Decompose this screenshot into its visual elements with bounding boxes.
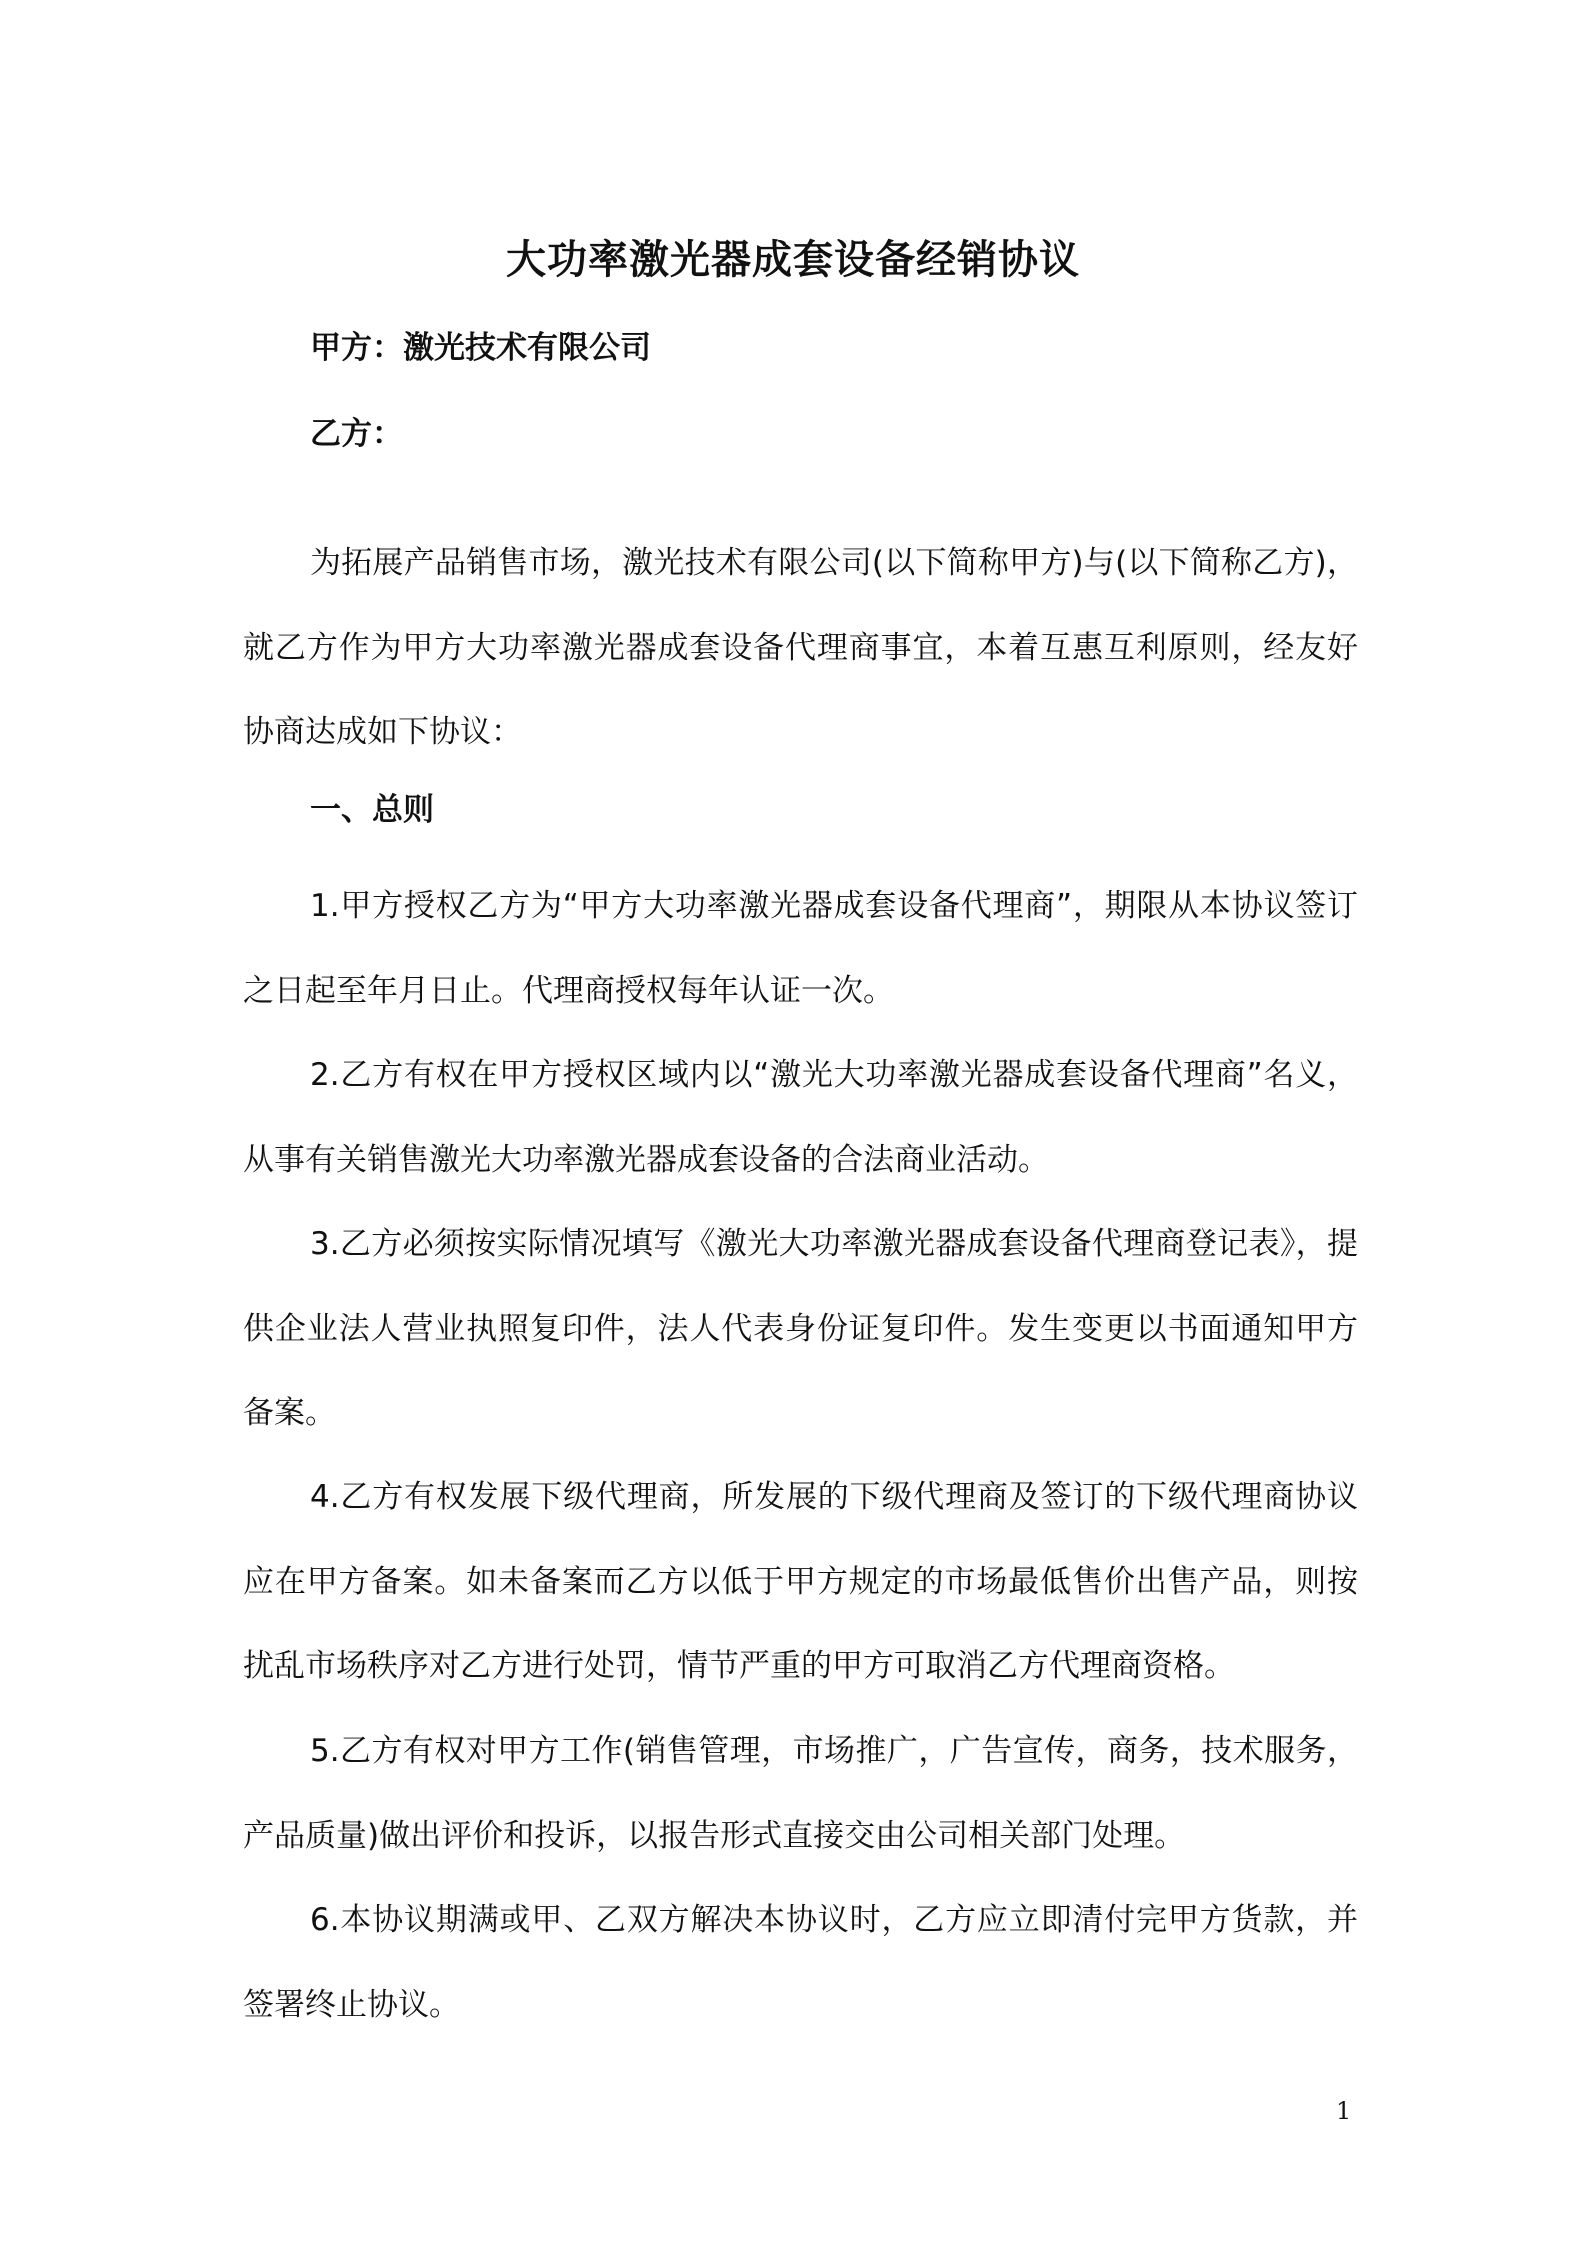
document-title: 大功率激光器成套设备经销协议 <box>506 237 1080 283</box>
section-heading-general: 一、总则 <box>310 792 434 828</box>
clause-2: 2.乙方有权在甲方授权区域内以“激光大功率激光器成套设备代理商”名义，从事有关销售激光大功率激光器成套设备的合法商业活动。 <box>243 1057 1358 1178</box>
intro-paragraph: 为拓展产品销售市场，激光技术有限公司(以下简称甲方)与(以下简称乙方)，就乙方作为甲方大功率激光器成套设备代理商事宜，本着互惠互利原则，经友好协商达成如下协议： <box>243 545 1358 750</box>
clause-5: 5.乙方有权对甲方工作(销售管理，市场推广，广告宣传，商务，技术服务，产品质量)做出评价和投诉，以报告形式直接交由公司相关部门处理。 <box>243 1733 1358 1854</box>
party-b-line: 乙方： <box>310 416 403 452</box>
page-number: 1 <box>1336 2097 1352 2125</box>
clause-3: 3.乙方必须按实际情况填写《激光大功率激光器成套设备代理商登记表》，提供企业法人营业执照复印件，法人代表身份证复印件。发生变更以书面通知甲方备案。 <box>243 1226 1358 1431</box>
clause-6: 6.本协议期满或甲、乙双方解决本协议时，乙方应立即清付完甲方货款，并签署终止协议。 <box>243 1902 1358 2023</box>
clause-4: 4.乙方有权发展下级代理商，所发展的下级代理商及签订的下级代理商协议应在甲方备案。如未备案而乙方以低于甲方规定的市场最低售价出售产品，则按扰乱市场秩序对乙方进行处罚，情节严重的甲方可取消乙方代理商资格。 <box>243 1479 1358 1684</box>
party-a-line: 甲方：激光技术有限公司 <box>310 330 651 366</box>
clause-1: 1.甲方授权乙方为“甲方大功率激光器成套设备代理商”，期限从本协议签订之日起至年月日止。代理商授权每年认证一次。 <box>243 888 1358 1009</box>
